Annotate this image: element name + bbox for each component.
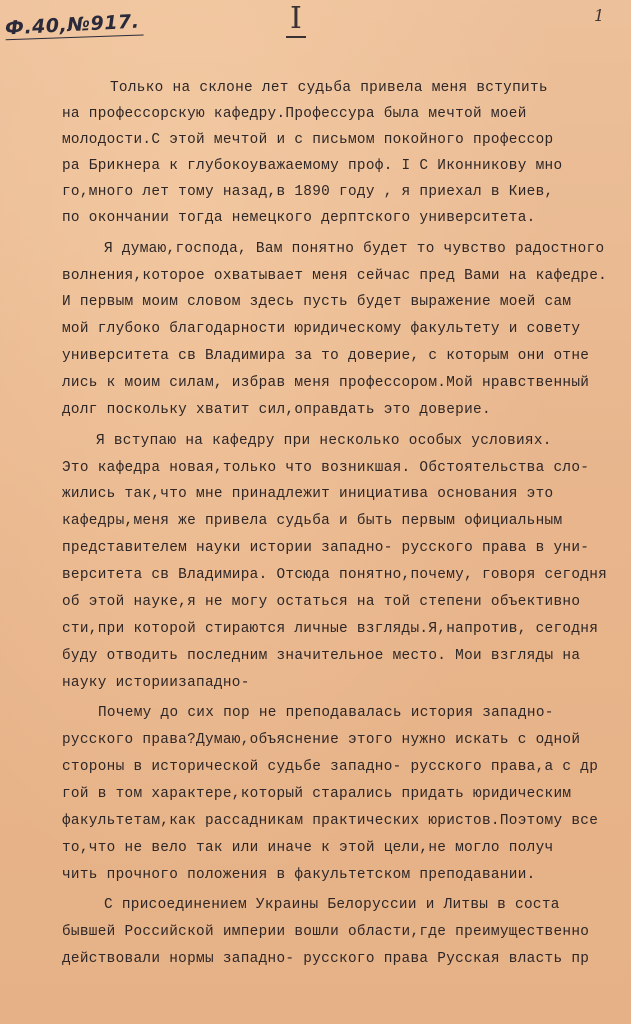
- text-line: волнения,которое охватывает меня сейчас пред Вами на кафедре.: [62, 268, 608, 284]
- text-line: об этой науке,я не могу остаться на той степени объективно: [62, 594, 581, 610]
- text-line: ра Брикнера к глубокоуважаемому проф. I С Иконникову мно: [62, 158, 563, 174]
- text-line: И первым моим словом здесь пусть будет выражение моей сам: [62, 294, 572, 310]
- text-line: молодости.С этой мечтой и с письмом покойного профессор: [62, 132, 554, 148]
- text-line: Почему до сих пор не преподавалась история западно-: [98, 705, 554, 721]
- text-line: го,много лет тому назад,в 1890 году , я приехал в Киев,: [62, 184, 554, 200]
- text-line: бывшей Российской империи вошли области,где преимущественно: [62, 924, 590, 940]
- text-line: действовали нормы западно- русского права Русская власть пр: [62, 951, 590, 967]
- text-line: долг поскольку хватит сил,оправдать это доверие.: [62, 402, 491, 418]
- text-line: стороны в исторической судьбе западно- русского права,а с др: [62, 759, 599, 775]
- text-line: русского права?Думаю,объяснение этого нужно искать с одной: [62, 732, 581, 748]
- text-line: сти,при которой стираются личные взгляды.Я,напротив, сегодня: [62, 621, 599, 637]
- text-line: на профессорскую кафедру.Профессура была мечтой моей: [62, 106, 527, 122]
- text-line: С присоединением Украины Белоруссии и Литвы в соста: [104, 897, 560, 913]
- text-line: Это кафедра новая,только что возникшая. Обстоятельства сло-: [62, 460, 590, 476]
- text-line: жились так,что мне принадлежит инициатива основания это: [62, 486, 554, 502]
- text-line: науку историизападно-: [62, 675, 250, 691]
- archive-reference: Ф.40,№917.: [4, 10, 140, 40]
- text-line: гой в том характере,который старались придать юридическим: [62, 786, 572, 802]
- text-line: лись к моим силам, избрав меня профессором.Мой нравственный: [62, 375, 590, 391]
- text-line: Я думаю,господа, Вам понятно будет то чувство радостного: [104, 241, 605, 257]
- text-line: чить прочного положения в факультетском преподавании.: [62, 867, 536, 883]
- text-line: кафедры,меня же привела судьба и быть первым официальным: [62, 513, 563, 529]
- text-line: Только на склоне лет судьба привела меня вступить: [110, 80, 548, 96]
- chapter-number: I: [286, 2, 306, 38]
- text-line: университета св Владимира за то доверие, с которым они отне: [62, 348, 590, 364]
- text-line: верситета св Владимира. Отсюда понятно,почему, говоря сегодня: [62, 567, 608, 583]
- text-line: мой глубоко благодарности юридическому факультету и совету: [62, 321, 581, 337]
- text-line: буду отводить последним значительное место. Мои взгляды на: [62, 648, 581, 664]
- text-line: то,что не вело так или иначе к этой цели,не могло получ: [62, 840, 554, 856]
- page-number: 1: [594, 6, 605, 25]
- text-line: представителем науки истории западно- русского права в уни-: [62, 540, 590, 556]
- text-line: факультетам,как рассадникам практических юристов.Поэтому все: [62, 813, 599, 829]
- text-line: Я вступаю на кафедру при несколько особых условиях.: [96, 433, 552, 449]
- text-line: по окончании тогда немецкого дерптского университета.: [62, 210, 536, 226]
